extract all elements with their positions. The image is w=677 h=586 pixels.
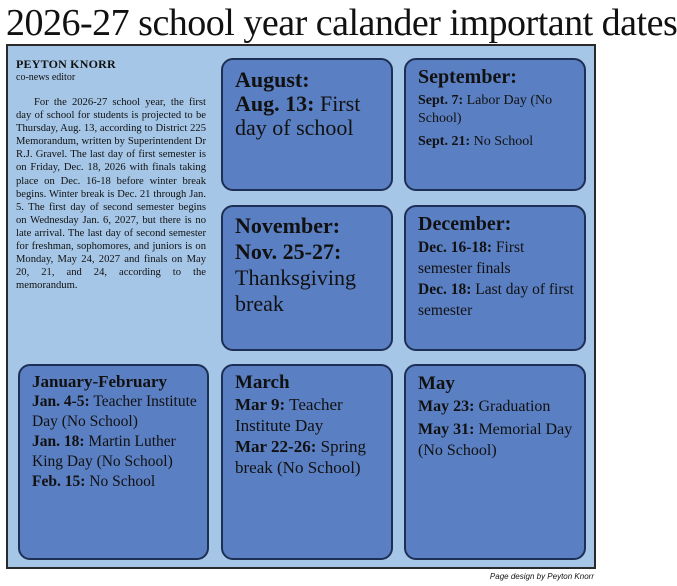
- entry-date: Dec. 16-18:: [418, 239, 493, 256]
- month-heading: January-February: [32, 372, 168, 391]
- date-entry: [418, 133, 576, 151]
- date-entry: [32, 392, 199, 432]
- entry-date: Mar 22-26:: [235, 437, 317, 456]
- story-text: For the 2026-27 school year, the first day of school for students is projected to be Thursday, Aug. 13, according to District 225 Memorandum, written by Superintendent Dr R.J. Gravel. The last day of first semester is on Friday, Dec. 18, 2026 with finals taking place on Dec. 16-18 before winter break begins. Winter break is Dec. 21 through Jan. 5. The first day of second semester begins on Wednesday Jan. 6, 2027, but there is no late arrival. The last day of second semester for freshman, sophomores, and juniors is on Monday, May 24, 2027 and finals on May 20, 21, and 24, according to the memorandum.: [16, 97, 206, 292]
- entry-date: Feb. 15:: [32, 473, 86, 490]
- byline-name: PEYTON KNORR: [16, 57, 116, 71]
- entry-date: Nov. 25-27:: [235, 239, 342, 264]
- card-september: [404, 58, 586, 191]
- entry-text: No School: [473, 134, 534, 149]
- entry-date: Sept. 7:: [418, 93, 464, 108]
- card-december: [404, 205, 586, 351]
- entry-text: Memorial Day (No School): [418, 421, 573, 459]
- entry-text: No School: [89, 473, 156, 490]
- card-may: [404, 364, 586, 560]
- month-heading: December:: [418, 213, 512, 235]
- card-march: [221, 364, 393, 560]
- month-heading: May: [418, 373, 455, 394]
- month-heading: November:: [235, 213, 341, 238]
- entry-date: Sept. 21:: [418, 134, 471, 149]
- date-entry: [32, 472, 199, 492]
- date-entry: [32, 432, 199, 472]
- page-title: 2026-27 school year calander important dates: [6, 2, 677, 44]
- date-entry: [235, 92, 383, 140]
- month-heading: August:: [235, 67, 310, 92]
- date-entry: [418, 279, 576, 321]
- entry-text: Teacher Institute Day: [235, 395, 343, 435]
- card-january-february: [18, 364, 209, 560]
- date-entry: [235, 239, 383, 317]
- date-entry: [418, 237, 576, 279]
- byline-role: co-news editor: [16, 72, 76, 83]
- entry-text: First semester finals: [418, 239, 525, 277]
- entry-date: May 31:: [418, 421, 475, 438]
- entry-date: Jan. 4-5:: [32, 393, 90, 410]
- date-entry: [235, 394, 383, 436]
- entry-text: Labor Day (No School): [418, 93, 553, 126]
- card-august: [221, 58, 393, 191]
- entry-text: Martin Luther King Day (No School): [32, 433, 176, 470]
- entry-text: Teacher Institute Day (No School): [32, 393, 197, 430]
- entry-date: Dec. 18:: [418, 281, 472, 298]
- month-heading: March: [235, 372, 290, 393]
- entry-text: Graduation: [478, 398, 551, 415]
- page-design-credit: Page design by Peyton Knorr: [489, 572, 594, 581]
- entry-text: Spring break (No School): [235, 437, 366, 477]
- date-entry: [418, 396, 576, 417]
- entry-date: Mar 9:: [235, 395, 286, 414]
- entry-text: First day of school: [235, 91, 361, 140]
- date-entry: [235, 436, 383, 478]
- card-november: [221, 205, 393, 351]
- month-heading: September:: [418, 66, 517, 88]
- entry-date: May 23:: [418, 398, 475, 415]
- entry-date: Jan. 18:: [32, 433, 85, 450]
- entry-text: Last day of first semester: [418, 281, 574, 319]
- date-entry: [418, 419, 576, 461]
- entry-text: Thanksgiving break: [235, 265, 356, 316]
- date-entry: [418, 92, 576, 128]
- entry-date: Aug. 13:: [235, 91, 315, 116]
